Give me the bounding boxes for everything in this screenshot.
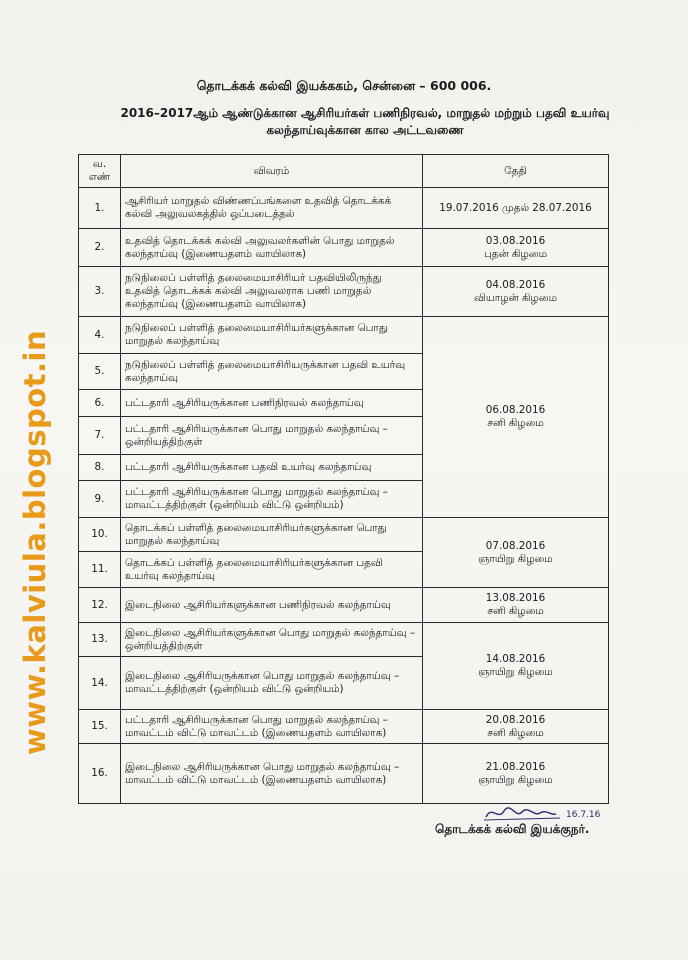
date-value: 13.08.2016: [485, 592, 546, 604]
day-value: சனி கிழமை: [487, 726, 544, 739]
table-row: [79, 744, 609, 804]
row-date: [423, 623, 609, 710]
day-value: சனி கிழமை: [487, 417, 544, 429]
document-title: [100, 105, 630, 139]
schedule-table: [78, 154, 609, 804]
day-value: ஞாயிறு கிழமை: [478, 773, 553, 786]
row-number: 15.: [79, 710, 121, 744]
row-number: 10.: [79, 518, 121, 552]
table-header-row: [79, 155, 609, 188]
date-value: 04.08.2016: [485, 278, 546, 291]
row-number: 14.: [79, 657, 121, 710]
title-line-2: கலந்தாய்வுக்கான கால அட்டவணை: [266, 123, 464, 137]
row-number: 7.: [79, 417, 121, 455]
row-description: பட்டதாரி ஆசிரியருக்கான பதவி உயர்வு கலந்தாய்வு: [121, 455, 423, 481]
day-value: சனி கிழமை: [487, 605, 544, 617]
row-number: 13.: [79, 623, 121, 657]
row-description: பட்டதாரி ஆசிரியருக்கான பொது மாறுதல் கலந்தாய்வு – மாவட்டத்திற்குள் (ஒன்றியம் விட்டு ஒன்றியம்): [121, 481, 423, 518]
row-date: [423, 744, 609, 804]
row-description: பட்டதாரி ஆசிரியருக்கான பொது மாறுதல் கலந்தாய்வு – ஒன்றியத்திற்குள்: [121, 417, 423, 455]
date-value: 03.08.2016: [485, 234, 546, 247]
header-serial-number: வ. எண்: [79, 155, 121, 188]
signatory-designation: தொடக்கக் கல்வி இயக்குநர்.: [435, 822, 590, 836]
table-row: [79, 188, 609, 229]
date-value: 21.08.2016: [485, 760, 546, 773]
row-date: [423, 588, 609, 623]
row-number: 11.: [79, 552, 121, 588]
watermark-text: www.kalviula.blogspot.in: [18, 329, 52, 755]
row-date: [423, 518, 609, 588]
row-date: [423, 317, 609, 518]
table-row: [79, 710, 609, 744]
office-heading: தொடக்கக் கல்வி இயக்ககம், சென்னை – 600 006.: [196, 78, 492, 93]
table-row: [79, 588, 609, 623]
row-date: [423, 267, 609, 317]
table-row: [79, 317, 609, 354]
row-date: [423, 710, 609, 744]
table-row: [79, 623, 609, 657]
row-description: ஆசிரியர் மாறுதல் விண்ணப்பங்களை உதவித் தொடக்கக் கல்வி அலுவலகத்தில் ஒப்படைத்தல்: [121, 188, 423, 229]
row-number: 6.: [79, 390, 121, 417]
date-value: 20.08.2016: [485, 713, 546, 726]
day-value: வியாழன் கிழமை: [474, 291, 557, 304]
row-number: 4.: [79, 317, 121, 354]
row-description: இடைநிலை ஆசிரியர்களுக்கான பொது மாறுதல் கலந்தாய்வு – ஒன்றியத்திற்குள்: [121, 623, 423, 657]
row-number: 1.: [79, 188, 121, 229]
day-value: புதன் கிழமை: [484, 247, 547, 260]
day-value: ஞாயிறு கிழமை: [478, 552, 553, 565]
row-description: தொடக்கப் பள்ளித் தலைமையாசிரியர்களுக்கான பதவி உயர்வு கலந்தாய்வு: [121, 552, 423, 588]
row-number: 9.: [79, 481, 121, 518]
row-description: உதவித் தொடக்கக் கல்வி அலுவலர்களின் பொது மாறுதல் கலந்தாய்வு (இணையதளம் வாயிலாக): [121, 229, 423, 267]
row-number: 12.: [79, 588, 121, 623]
row-date: 19.07.2016 முதல் 28.07.2016: [423, 188, 609, 229]
table-row: [79, 518, 609, 552]
row-description: நடுநிலைப் பள்ளித் தலைமையாசிரியர் பதவியிலிருந்து உதவித் தொடக்கக் கல்வி அலுவலராக பணி மாறுதல் கலந்தாய்வு (இணையதளம் வாயிலாக): [121, 267, 423, 317]
row-description: இடைநிலை ஆசிரியருக்கான பொது மாறுதல் கலந்தாய்வு – மாவட்டம் விட்டு மாவட்டம் (இணையதளம் வாயிலாக): [121, 744, 423, 804]
row-description: நடுநிலைப் பள்ளித் தலைமையாசிரியருக்கான பதவி உயர்வு கலந்தாய்வு: [121, 354, 423, 390]
row-description: இடைநிலை ஆசிரியர்களுக்கான பணிநிரவல் கலந்தாய்வு: [121, 588, 423, 623]
signature-date-note: 16.7.16: [566, 810, 601, 820]
row-number: 3.: [79, 267, 121, 317]
row-number: 2.: [79, 229, 121, 267]
row-description: பட்டதாரி ஆசிரியருக்கான பொது மாறுதல் கலந்தாய்வு – மாவட்டம் விட்டு மாவட்டம் (இணையதளம் வாயிலாக): [121, 710, 423, 744]
date-value: 06.08.2016: [485, 404, 546, 416]
title-line-1: 2016–2017ஆம் ஆண்டுக்கான ஆசிரியர்கள் பணிநிரவல், மாறுதல் மற்றும் பதவி உயர்வு: [120, 106, 610, 120]
row-number: 5.: [79, 354, 121, 390]
row-number: 16.: [79, 744, 121, 804]
header-details: விவரம்: [121, 155, 423, 188]
row-description: இடைநிலை ஆசிரியருக்கான பொது மாறுதல் கலந்தாய்வு – மாவட்டத்திற்குள் (ஒன்றியம் விட்டு ஒன்றியம்): [121, 657, 423, 710]
date-value: 14.08.2016: [485, 653, 546, 665]
row-number: 8.: [79, 455, 121, 481]
row-description: பட்டதாரி ஆசிரியருக்கான பணிநிரவல் கலந்தாய்வு: [121, 390, 423, 417]
date-value: 07.08.2016: [485, 539, 546, 552]
table-row: [79, 267, 609, 317]
row-description: தொடக்கப் பள்ளித் தலைமையாசிரியர்களுக்கான பொது மாறுதல் கலந்தாய்வு: [121, 518, 423, 552]
row-description: நடுநிலைப் பள்ளித் தலைமையாசிரியர்களுக்கான பொது மாறுதல் கலந்தாய்வு: [121, 317, 423, 354]
row-date: [423, 229, 609, 267]
header-date: தேதி: [423, 155, 609, 188]
day-value: ஞாயிறு கிழமை: [478, 666, 553, 678]
table-row: [79, 229, 609, 267]
